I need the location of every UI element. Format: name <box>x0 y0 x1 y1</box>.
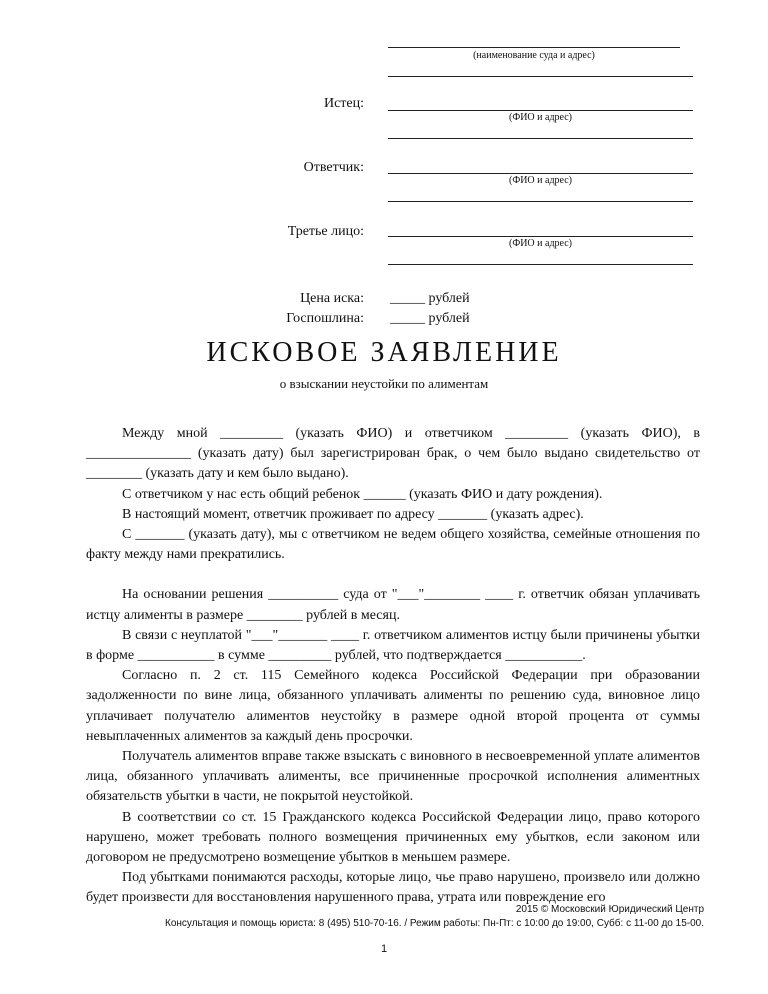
defendant-label: Ответчик: <box>303 160 364 175</box>
defendant-address-line <box>388 201 693 202</box>
third-party-line <box>388 236 693 237</box>
paragraph: Под убытками понимаются расходы, которые лицо, чье право нарушено, произвело или должно будет произвести для восстановления нарушенного права, утрата или повреждение его <box>86 870 700 906</box>
paragraph: С ответчиком у нас есть общий ребенок ______ (указать ФИО и дату рождения). <box>122 486 603 502</box>
state-duty-value: _____ рублей <box>390 311 470 326</box>
paragraph: Между мной _________ (указать ФИО) и ответчиком _________ (указать ФИО), в _______________ (указать дату) был зарегистрирован брак, о чем было выдано свидетельство от ________ (указать дату и кем было выдано). <box>86 426 700 482</box>
plaintiff-line <box>388 110 693 111</box>
court-line <box>388 47 680 48</box>
defendant-caption: (ФИО и адрес) <box>508 175 572 186</box>
claim-price-label: Цена иска: <box>300 291 364 306</box>
third-party-caption: (ФИО и адрес) <box>508 238 572 249</box>
document-title: ИСКОВОЕ ЗАЯВЛЕНИЕ <box>206 337 562 368</box>
paragraph: На основании решения __________ суда от "___"________ ____ г. ответчик обязан уплачивать истцу алименты в размере ________ рублей в месяц. <box>86 587 700 623</box>
defendant-line <box>388 173 693 174</box>
paragraph: В связи с неуплатой "___"_______ ____ г. ответчиком алиментов истцу были причинены убытки в форме ___________ в сумме _________ рублей, что подтверждается ___________. <box>86 627 700 664</box>
paragraph: С _______ (указать дату), мы с ответчиком не ведем общего хозяйства, семейные отношения по факту между нами прекратились. <box>86 527 700 563</box>
court-caption: (наименование суда и адрес) <box>473 50 595 61</box>
paragraph: В настоящий момент, ответчик проживает по адресу _______ (указать адрес). <box>122 506 584 522</box>
document-subtitle: о взыскании неустойки по алиментам <box>279 376 489 391</box>
plaintiff-address-line <box>388 138 693 139</box>
plaintiff-label: Истец: <box>323 96 364 111</box>
paragraph: Согласно п. 2 ст. 115 Семейного кодекса Российской Федерации при образовании задолженности по вине лица, обязанного уплачивать алименты по решению суда, виновное лицо уплачивает получателю алиментов неустойку в размере одной второй процента от суммы невыплаченных алиментов за каждый день просрочки. <box>86 668 700 744</box>
third-party-address-line <box>388 264 693 265</box>
page-number: 1 <box>380 943 388 955</box>
document-body <box>86 424 700 909</box>
plaintiff-caption: (ФИО и адрес) <box>508 112 572 123</box>
third-party-label: Третье лицо: <box>287 224 364 239</box>
state-duty-label: Госпошлина: <box>286 311 364 326</box>
paragraph: В соответствии со ст. 15 Гражданского кодекса Российской Федерации лицо, право которого нарушено, может требовать полного возмещения причиненных ему убытков, если законом или договором не предусмотрено возмещение убытков в меньшем размере. <box>86 809 700 866</box>
footer-contacts: Консультация и помощь юриста: 8 (495) 510-70-16. / Режим работы: Пн-Пт: с 10:00 до 19:00, Субб: с 11-00 до 15-00. <box>165 918 704 929</box>
paragraph: Получатель алиментов вправе также взыскать с виновного в несвоевременной уплате алиментов лица, обязанного уплачивать алименты, все причиненные просрочкой исполнения алиментных обязательств убытки в части, не покрытой неустойкой. <box>86 749 700 805</box>
court-address-line <box>388 76 693 77</box>
footer-copyright: 2015 © Московский Юридический Центр <box>515 904 704 915</box>
claim-price-value: _____ рублей <box>390 291 470 306</box>
